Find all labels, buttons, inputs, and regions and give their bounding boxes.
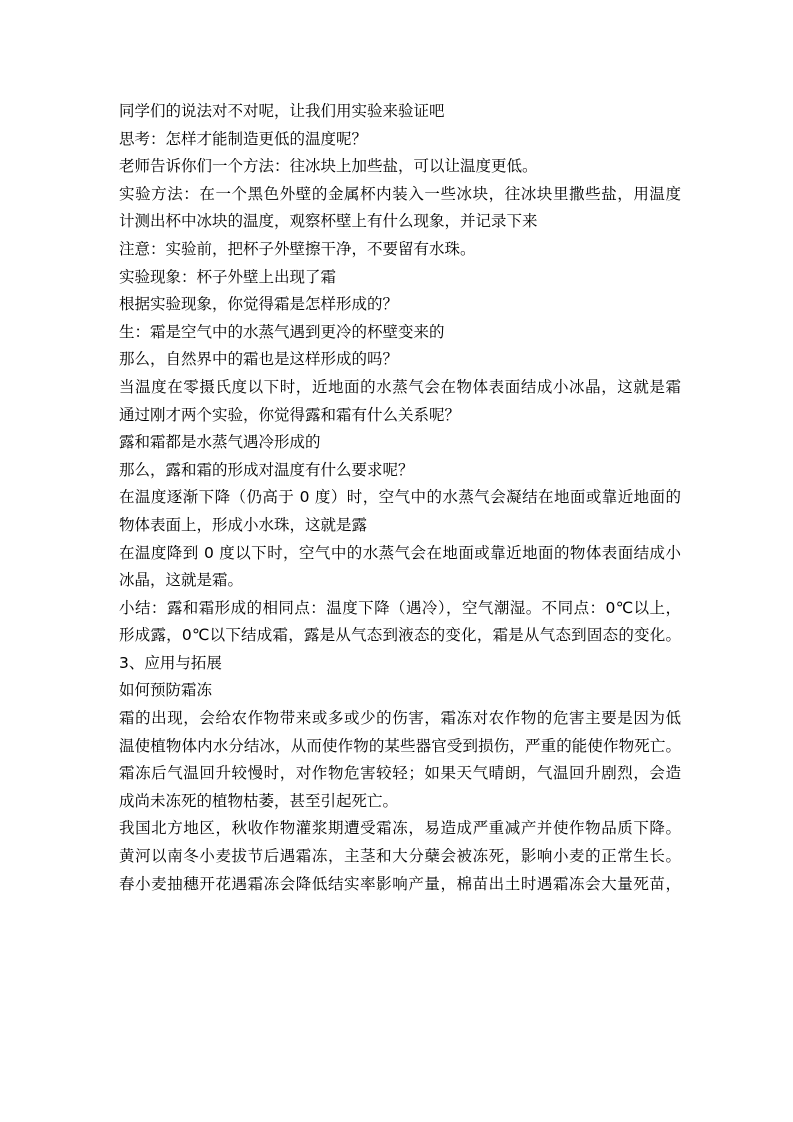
text-line: 思考：怎样才能制造更低的温度呢？ [119,129,368,148]
text-line: 我国北方地区，秋收作物灌浆期遭受霜冻，易造成严重减产并使作物品质下降。 [119,819,681,838]
text-line: 霜的出现，会给农作物带来或多或少的伤害，霜冻对农作物的危害主要是因为低 [119,709,681,728]
text-line: 霜冻后气温回升较慢时，对作物危害较轻；如果天气晴朗，气温回升剧烈，会造 [119,764,681,783]
text-line: 成尚未冻死的植物枯萎，甚至引起死亡。 [119,791,399,810]
text-line: 物体表面上，形成小水珠，这就是露 [119,515,368,534]
section-heading: 3、应用与拓展 [119,653,222,672]
text-line: 计测出杯中冰块的温度，观察杯壁上有什么现象，并记录下来 [119,212,538,231]
subsection-heading: 如何预防霜冻 [119,681,213,700]
text-line: 那么，自然界中的霜也是这样形成的吗？ [119,350,399,369]
text-line: 老师告诉你们一个方法：往冰块上加些盐，可以让温度更低。 [119,157,538,176]
text-line: 露和霜都是水蒸气遇冷形成的 [119,433,321,452]
text-line: 小结：露和霜形成的相同点：温度下降（遇冷），空气潮湿。不同点：0℃以上， [119,598,681,617]
text-line: 根据实验现象，你觉得霜是怎样形成的？ [119,295,399,314]
text-line: 黄河以南冬小麦拔节后遇霜冻，主茎和大分蘖会被冻死，影响小麦的正常生长。 [119,847,681,866]
text-line: 通过刚才两个实验，你觉得露和霜有什么关系呢？ [119,405,461,424]
text-line: 实验方法：在一个黑色外壁的金属杯内装入一些冰块，往冰块里撒些盐，用温度 [119,184,681,203]
body-text [119,98,681,898]
text-line: 春小麦抽穗开花遇霜冻会降低结实率影响产量，棉苗出土时遇霜冻会大量死苗， [119,874,681,893]
text-line: 在温度降到 0 度以下时，空气中的水蒸气会在地面或靠近地面的物体表面结成小 [119,543,681,562]
text-line: 形成露，0℃以下结成霜，露是从气态到液态的变化，霜是从气态到固态的变化。 [119,626,681,645]
text-line: 实验现象：杯子外壁上出现了霜 [119,267,337,286]
text-line: 温使植物体内水分结冰，从而使作物的某些器官受到损伤，严重的能使作物死亡。 [119,736,681,755]
text-line: 同学们的说法对不对呢，让我们用实验来验证吧 [119,102,445,120]
text-line: 当温度在零摄氏度以下时，近地面的水蒸气会在物体表面结成小冰晶，这就是霜 [119,377,681,396]
text-line: 冰晶，这就是霜。 [119,571,244,590]
text-line: 那么，露和霜的形成对温度有什么要求呢？ [119,460,414,479]
text-line: 注意：实验前，把杯子外壁擦干净，不要留有水珠。 [119,239,476,258]
text-line: 在温度逐渐下降（仍高于 0 度）时，空气中的水蒸气会凝结在地面或靠近地面的 [119,488,681,507]
text-line: 生：霜是空气中的水蒸气遇到更冷的杯壁变来的 [119,322,445,341]
